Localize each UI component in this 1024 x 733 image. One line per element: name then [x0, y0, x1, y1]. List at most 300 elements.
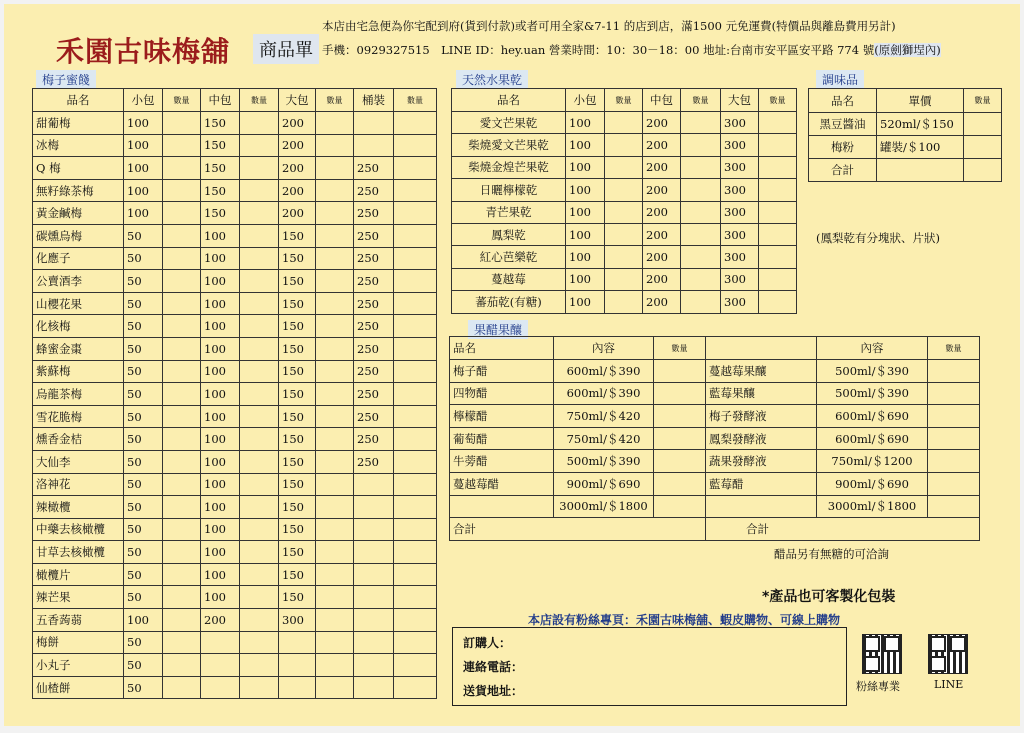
price-cell: 300 — [721, 268, 759, 290]
price-cell: 3000ml/＄1800 — [817, 495, 928, 518]
price-cell: 50 — [124, 473, 163, 496]
menu-sheet — [4, 4, 1020, 726]
quantity-cell[interactable] — [605, 134, 643, 156]
quantity-cell[interactable] — [240, 224, 279, 247]
price-cell: 100 — [201, 292, 240, 315]
quantity-cell[interactable] — [394, 631, 437, 654]
quantity-cell[interactable] — [394, 496, 437, 519]
quantity-cell[interactable] — [163, 360, 201, 383]
orderer-label: 訂購人： — [463, 636, 512, 650]
price-cell: 500ml/＄390 — [817, 360, 928, 383]
quantity-cell[interactable] — [759, 179, 797, 201]
quantity-cell[interactable] — [240, 337, 279, 360]
quantity-cell[interactable] — [759, 134, 797, 156]
quantity-cell[interactable] — [240, 134, 279, 157]
quantity-cell[interactable] — [654, 472, 706, 495]
quantity-cell[interactable] — [605, 179, 643, 201]
price-cell: 200 — [643, 134, 681, 156]
table-row — [33, 270, 437, 293]
quantity-cell[interactable] — [394, 179, 437, 202]
price-cell: 150 — [279, 496, 316, 519]
line-qr-icon[interactable] — [928, 634, 968, 674]
quantity-cell[interactable] — [316, 112, 354, 135]
price-cell: 150 — [279, 405, 316, 428]
quantity-cell[interactable] — [681, 179, 721, 201]
price-cell: 150 — [279, 315, 316, 338]
column-header: 桶裝 — [354, 89, 394, 112]
quantity-cell[interactable] — [759, 156, 797, 178]
quantity-cell[interactable] — [316, 541, 354, 564]
item-name: 蔓越莓醋 — [450, 472, 554, 495]
item-name: 檸檬醋 — [450, 405, 554, 428]
quantity-cell[interactable] — [240, 609, 279, 632]
price-cell — [877, 159, 964, 182]
quantity-cell[interactable] — [316, 179, 354, 202]
column-header: 數量 — [964, 89, 1002, 113]
quantity-cell[interactable] — [605, 246, 643, 268]
price-cell: 100 — [124, 157, 163, 180]
table-row — [33, 450, 437, 473]
quantity-cell[interactable] — [394, 360, 437, 383]
column-header: 品名 — [452, 89, 566, 112]
quantity-cell[interactable] — [163, 179, 201, 202]
quantity-cell[interactable] — [654, 450, 706, 473]
table-row — [33, 496, 437, 519]
price-cell: 50 — [124, 541, 163, 564]
item-name: 雪花脆梅 — [33, 405, 124, 428]
quantity-cell[interactable] — [394, 270, 437, 293]
price-cell: 100 — [201, 315, 240, 338]
quantity-cell[interactable] — [394, 157, 437, 180]
quantity-cell[interactable] — [240, 383, 279, 406]
quantity-cell[interactable] — [316, 609, 354, 632]
price-cell: 50 — [124, 586, 163, 609]
quantity-cell[interactable] — [964, 113, 1002, 136]
quantity-cell[interactable] — [240, 247, 279, 270]
item-name: 無籽綠茶梅 — [33, 179, 124, 202]
price-cell: 150 — [201, 112, 240, 135]
address-note: (原劍獅埕內) — [874, 43, 941, 57]
price-cell — [354, 563, 394, 586]
quantity-cell[interactable] — [163, 202, 201, 225]
price-cell: 300 — [721, 246, 759, 268]
price-cell: 250 — [354, 157, 394, 180]
quantity-cell[interactable] — [394, 247, 437, 270]
price-cell: 150 — [279, 563, 316, 586]
table-row — [450, 427, 980, 450]
table-row — [33, 654, 437, 677]
quantity-cell[interactable] — [394, 428, 437, 451]
price-cell — [354, 134, 394, 157]
quantity-cell[interactable] — [240, 179, 279, 202]
item-name: 橄欖片 — [33, 563, 124, 586]
quantity-cell[interactable] — [394, 292, 437, 315]
price-cell: 200 — [643, 291, 681, 313]
table-row — [33, 337, 437, 360]
price-cell: 500ml/＄390 — [817, 382, 928, 405]
price-cell: 100 — [124, 112, 163, 135]
price-cell: 300 — [721, 291, 759, 313]
quantity-cell[interactable] — [928, 427, 980, 450]
item-name: 烏龍茶梅 — [33, 383, 124, 406]
quantity-cell[interactable] — [316, 631, 354, 654]
price-cell: 100 — [566, 223, 605, 245]
quantity-cell[interactable] — [394, 586, 437, 609]
quantity-cell[interactable] — [316, 247, 354, 270]
quantity-cell[interactable] — [394, 676, 437, 699]
quantity-cell[interactable] — [928, 382, 980, 405]
price-cell: 250 — [354, 383, 394, 406]
quantity-cell[interactable] — [605, 291, 643, 313]
quantity-cell[interactable] — [316, 270, 354, 293]
table-row — [452, 291, 797, 313]
price-cell — [354, 112, 394, 135]
quantity-cell[interactable] — [240, 676, 279, 699]
quantity-cell[interactable] — [163, 134, 201, 157]
price-cell: 50 — [124, 518, 163, 541]
quantity-cell[interactable] — [240, 315, 279, 338]
quantity-cell[interactable] — [316, 337, 354, 360]
table-row — [452, 134, 797, 156]
quantity-cell[interactable] — [394, 202, 437, 225]
quantity-cell[interactable] — [394, 541, 437, 564]
table-row — [450, 495, 980, 518]
quantity-cell[interactable] — [240, 157, 279, 180]
table-row — [33, 518, 437, 541]
price-cell: 150 — [279, 247, 316, 270]
item-name: Q 梅 — [33, 157, 124, 180]
quantity-cell[interactable] — [163, 405, 201, 428]
table-row — [450, 472, 980, 495]
quantity-cell[interactable] — [240, 270, 279, 293]
fanpage-qr-label: 粉絲專業 — [856, 680, 900, 693]
quantity-cell[interactable] — [605, 156, 643, 178]
quantity-cell[interactable] — [605, 268, 643, 290]
price-cell: 300 — [279, 609, 316, 632]
quantity-cell[interactable] — [163, 473, 201, 496]
quantity-cell[interactable] — [394, 518, 437, 541]
custom-packaging-note: *產品也可客製化包裝 — [762, 589, 896, 605]
quantity-cell[interactable] — [759, 268, 797, 290]
quantity-cell[interactable] — [681, 246, 721, 268]
item-name: 甜葡梅 — [33, 112, 124, 135]
quantity-cell[interactable] — [394, 563, 437, 586]
quantity-cell[interactable] — [240, 473, 279, 496]
quantity-cell[interactable] — [654, 360, 706, 383]
quantity-cell[interactable] — [163, 609, 201, 632]
quantity-cell[interactable] — [316, 315, 354, 338]
price-cell — [354, 496, 394, 519]
quantity-cell[interactable] — [316, 654, 354, 677]
quantity-cell[interactable] — [928, 360, 980, 383]
price-cell: 150 — [279, 270, 316, 293]
price-cell: 250 — [354, 270, 394, 293]
quantity-cell[interactable] — [928, 472, 980, 495]
quantity-cell[interactable] — [681, 268, 721, 290]
quantity-cell[interactable] — [394, 450, 437, 473]
table-row — [33, 631, 437, 654]
contact-text: 手機：0929327515 LINE ID：hey.uan 營業時間：10：30－18：00 地址:台南市安平區安平路 774 號 — [322, 43, 875, 57]
quantity-cell[interactable] — [163, 450, 201, 473]
item-name: 蔓越莓 — [452, 268, 566, 290]
price-cell: 100 — [566, 291, 605, 313]
table-row — [33, 405, 437, 428]
quantity-cell[interactable] — [163, 428, 201, 451]
price-cell: 250 — [354, 179, 394, 202]
price-cell: 50 — [124, 292, 163, 315]
quantity-cell[interactable] — [163, 315, 201, 338]
column-header: 內容 — [817, 337, 928, 360]
vinegar-table — [449, 336, 980, 541]
quantity-cell[interactable] — [654, 495, 706, 518]
table-row — [450, 382, 980, 405]
price-cell: 900ml/＄690 — [554, 472, 654, 495]
item-name: 鳳梨發酵液 — [706, 427, 817, 450]
order-form — [452, 627, 847, 706]
quantity-cell[interactable] — [605, 201, 643, 223]
table-row — [450, 405, 980, 428]
price-cell: 250 — [354, 202, 394, 225]
quantity-cell[interactable] — [394, 315, 437, 338]
price-cell — [354, 654, 394, 677]
quantity-cell[interactable] — [163, 247, 201, 270]
quantity-cell[interactable] — [316, 360, 354, 383]
price-cell: 100 — [566, 268, 605, 290]
quantity-cell[interactable] — [240, 428, 279, 451]
quantity-cell[interactable] — [316, 496, 354, 519]
quantity-cell[interactable] — [394, 383, 437, 406]
price-cell: 50 — [124, 247, 163, 270]
quantity-cell[interactable] — [316, 676, 354, 699]
table-row — [33, 360, 437, 383]
quantity-cell[interactable] — [394, 134, 437, 157]
table-row — [33, 202, 437, 225]
quantity-cell[interactable] — [240, 112, 279, 135]
price-cell: 50 — [124, 676, 163, 699]
price-cell: 50 — [124, 224, 163, 247]
quantity-cell[interactable] — [316, 405, 354, 428]
quantity-cell[interactable] — [316, 224, 354, 247]
quantity-cell[interactable] — [163, 541, 201, 564]
quantity-cell[interactable] — [759, 223, 797, 245]
quantity-cell[interactable] — [759, 246, 797, 268]
price-cell: 250 — [354, 360, 394, 383]
quantity-cell[interactable] — [163, 496, 201, 519]
fan-page-note: 本店設有粉絲專頁：禾園古味梅舖、蝦皮購物、可線上購物 — [528, 613, 841, 627]
quantity-cell[interactable] — [240, 586, 279, 609]
quantity-cell[interactable] — [394, 473, 437, 496]
quantity-cell[interactable] — [163, 383, 201, 406]
price-cell: 100 — [201, 405, 240, 428]
quantity-cell[interactable] — [394, 654, 437, 677]
price-cell: 150 — [201, 157, 240, 180]
column-header: 中包 — [201, 89, 240, 112]
price-cell: 200 — [643, 246, 681, 268]
table-row — [33, 563, 437, 586]
total-row — [450, 518, 980, 541]
quantity-cell[interactable] — [163, 157, 201, 180]
quantity-cell[interactable] — [928, 450, 980, 473]
table-row — [450, 360, 980, 383]
quantity-cell[interactable] — [759, 201, 797, 223]
table-row — [33, 157, 437, 180]
quantity-cell[interactable] — [654, 405, 706, 428]
quantity-cell[interactable] — [163, 631, 201, 654]
table-row — [33, 247, 437, 270]
list-tag: 商品單 — [253, 34, 319, 64]
item-name: 蕃茄乾(有糖) — [452, 291, 566, 313]
quantity-cell[interactable] — [240, 405, 279, 428]
price-cell: 150 — [279, 360, 316, 383]
price-cell: 300 — [721, 112, 759, 134]
price-cell: 750ml/＄1200 — [817, 450, 928, 473]
quantity-cell[interactable] — [316, 563, 354, 586]
price-cell: 50 — [124, 315, 163, 338]
quantity-cell[interactable] — [759, 291, 797, 313]
quantity-cell[interactable] — [964, 136, 1002, 159]
quantity-cell[interactable] — [316, 157, 354, 180]
price-cell: 250 — [354, 224, 394, 247]
column-header: 數量 — [928, 337, 980, 360]
quantity-cell[interactable] — [681, 223, 721, 245]
quantity-cell[interactable] — [928, 495, 980, 518]
quantity-cell[interactable] — [654, 427, 706, 450]
item-name: 黃金鹹梅 — [33, 202, 124, 225]
contact-info — [322, 42, 941, 58]
column-header: 數量 — [605, 89, 643, 112]
quantity-cell[interactable] — [240, 202, 279, 225]
quantity-cell[interactable] — [394, 405, 437, 428]
price-cell: 150 — [201, 179, 240, 202]
price-cell: 200 — [279, 134, 316, 157]
quantity-cell[interactable] — [240, 450, 279, 473]
quantity-cell[interactable] — [681, 291, 721, 313]
price-cell — [354, 676, 394, 699]
vinegar-note: 醋品另有無糖的可洽詢 — [774, 547, 889, 561]
quantity-cell[interactable] — [316, 383, 354, 406]
item-name: 藍莓果釀 — [706, 382, 817, 405]
item-name: 紅心芭樂乾 — [452, 246, 566, 268]
quantity-cell[interactable] — [163, 518, 201, 541]
price-cell — [279, 654, 316, 677]
price-cell: 100 — [124, 202, 163, 225]
table-row — [33, 112, 437, 135]
quantity-cell[interactable] — [605, 112, 643, 134]
quantity-cell[interactable] — [163, 270, 201, 293]
table-row — [33, 676, 437, 699]
shop-title: 禾園古味梅舖 — [56, 35, 231, 68]
price-cell: 200 — [643, 112, 681, 134]
total-label: 合計 — [706, 518, 980, 541]
price-cell: 300 — [721, 156, 759, 178]
price-cell: 100 — [201, 473, 240, 496]
item-name: 燻香金桔 — [33, 428, 124, 451]
table-row — [33, 315, 437, 338]
item-name: 梅粉 — [809, 136, 877, 159]
quantity-cell[interactable] — [316, 586, 354, 609]
quantity-cell[interactable] — [316, 202, 354, 225]
quantity-cell[interactable] — [163, 676, 201, 699]
item-name: 紫蘇梅 — [33, 360, 124, 383]
quantity-cell[interactable] — [964, 159, 1002, 182]
quantity-cell[interactable] — [163, 586, 201, 609]
quantity-cell[interactable] — [316, 428, 354, 451]
address-label: 送貨地址： — [463, 684, 524, 698]
price-cell: 50 — [124, 383, 163, 406]
quantity-cell[interactable] — [163, 563, 201, 586]
quantity-cell[interactable] — [163, 654, 201, 677]
quantity-cell[interactable] — [759, 112, 797, 134]
quantity-cell[interactable] — [316, 473, 354, 496]
price-cell: 100 — [201, 247, 240, 270]
table-row — [33, 609, 437, 632]
price-cell: 600ml/＄390 — [554, 382, 654, 405]
price-cell: 3000ml/＄1800 — [554, 495, 654, 518]
quantity-cell[interactable] — [240, 563, 279, 586]
column-header: 品名 — [33, 89, 124, 112]
price-cell — [354, 609, 394, 632]
quantity-cell[interactable] — [316, 292, 354, 315]
quantity-cell[interactable] — [163, 112, 201, 135]
quantity-cell[interactable] — [928, 405, 980, 428]
quantity-cell[interactable] — [394, 337, 437, 360]
quantity-cell[interactable] — [240, 496, 279, 519]
quantity-cell[interactable] — [240, 631, 279, 654]
price-cell: 50 — [124, 405, 163, 428]
quantity-cell[interactable] — [240, 292, 279, 315]
item-name: 梅子醋 — [450, 360, 554, 383]
quantity-cell[interactable] — [163, 224, 201, 247]
quantity-cell[interactable] — [681, 112, 721, 134]
shipping-info: 本店由宅急便為你宅配到府(貨到付款)或者可用全家&7-11 的店到店，滿1500 元免運費(特價品與離島費用另計) — [322, 19, 896, 33]
item-name: 梅子發酵液 — [706, 405, 817, 428]
quantity-cell[interactable] — [240, 360, 279, 383]
price-cell: 200 — [643, 201, 681, 223]
quantity-cell[interactable] — [163, 337, 201, 360]
quantity-cell[interactable] — [240, 541, 279, 564]
quantity-cell[interactable] — [394, 224, 437, 247]
quantity-cell[interactable] — [163, 292, 201, 315]
quantity-cell[interactable] — [316, 450, 354, 473]
item-name: 中藥去核橄欖 — [33, 518, 124, 541]
price-cell: 100 — [566, 179, 605, 201]
quantity-cell[interactable] — [681, 134, 721, 156]
column-header: 小包 — [566, 89, 605, 112]
price-cell: 100 — [201, 337, 240, 360]
quantity-cell[interactable] — [316, 518, 354, 541]
price-cell — [354, 541, 394, 564]
quantity-cell[interactable] — [240, 518, 279, 541]
quantity-cell[interactable] — [681, 201, 721, 223]
quantity-cell[interactable] — [316, 134, 354, 157]
price-cell: 50 — [124, 428, 163, 451]
column-header: 數量 — [316, 89, 354, 112]
quantity-cell[interactable] — [654, 382, 706, 405]
price-cell — [354, 586, 394, 609]
section-label-plum: 梅子蜜餞 — [36, 70, 96, 89]
quantity-cell[interactable] — [605, 223, 643, 245]
column-header: 大包 — [279, 89, 316, 112]
fanpage-qr-icon[interactable] — [862, 634, 902, 674]
quantity-cell[interactable] — [394, 112, 437, 135]
table-row — [33, 383, 437, 406]
table-row — [33, 224, 437, 247]
item-name: 山櫻花果 — [33, 292, 124, 315]
item-name: 日曬檸檬乾 — [452, 179, 566, 201]
quantity-cell[interactable] — [681, 156, 721, 178]
quantity-cell[interactable] — [394, 609, 437, 632]
quantity-cell[interactable] — [240, 654, 279, 677]
